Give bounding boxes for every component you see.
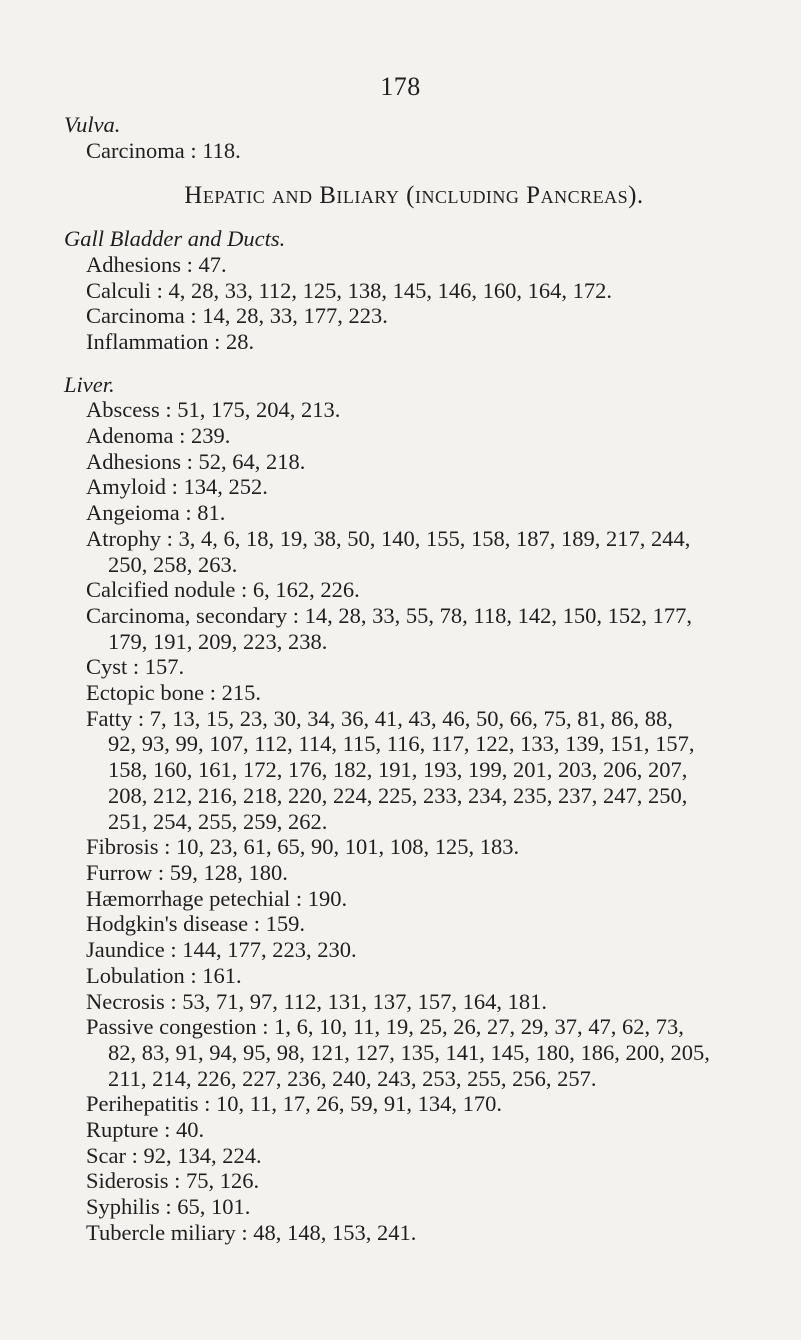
main-heading: Hepatic and Biliary (including Pancreas). bbox=[184, 182, 644, 210]
index-entry bbox=[64, 500, 764, 526]
index-entry bbox=[64, 278, 764, 304]
index-entry bbox=[64, 303, 764, 329]
index-entry bbox=[64, 397, 764, 423]
index-entry bbox=[64, 474, 764, 500]
index-entry bbox=[64, 911, 764, 937]
index-entry bbox=[64, 329, 764, 355]
entry-text: Adhesions : 47. bbox=[86, 251, 227, 277]
entry-text: Scar : 92, 134, 224. bbox=[86, 1142, 262, 1168]
index-entry bbox=[64, 577, 764, 603]
index-entry bbox=[64, 860, 764, 886]
index-entry bbox=[64, 252, 764, 278]
page-number: 178 bbox=[380, 72, 421, 101]
index-entry bbox=[64, 834, 764, 860]
liver-entries bbox=[64, 397, 764, 1245]
index-entry bbox=[64, 1117, 764, 1143]
entry-text: Lobulation : 161. bbox=[86, 962, 242, 988]
entry-text: Adenoma : 239. bbox=[86, 423, 231, 449]
entry-continuation: 92, 93, 99, 107, 112, 114, 115, 116, 117, 122, 133, 139, 151, 157, bbox=[108, 731, 695, 757]
entry-text: Carcinoma : 118. bbox=[86, 137, 241, 163]
index-entry bbox=[64, 989, 764, 1015]
index-entry bbox=[64, 526, 764, 577]
entry-text: Passive congestion : 1, 6, 10, 11, 19, 25, 26, 27, 29, 37, 47, 62, 73, bbox=[86, 1014, 684, 1040]
entry-text: Hæmorrhage petechial : 190. bbox=[86, 885, 348, 911]
index-entry bbox=[64, 138, 764, 164]
entry-text: Fatty : 7, 13, 15, 23, 30, 34, 36, 41, 43, 46, 50, 66, 75, 81, 86, 88, bbox=[86, 705, 673, 731]
entry-continuation: 82, 83, 91, 94, 95, 98, 121, 127, 135, 141, 145, 180, 186, 200, 205, bbox=[108, 1039, 710, 1065]
index-entry bbox=[64, 1091, 764, 1117]
entry-text: Perihepatitis : 10, 11, 17, 26, 59, 91, 134, 170. bbox=[86, 1091, 503, 1117]
entry-text: Tubercle miliary : 48, 148, 153, 241. bbox=[86, 1219, 417, 1245]
index-entry bbox=[64, 1194, 764, 1220]
entry-text: Siderosis : 75, 126. bbox=[86, 1168, 260, 1194]
index-entry bbox=[64, 1143, 764, 1169]
entry-continuation: 179, 191, 209, 223, 238. bbox=[108, 628, 328, 654]
index-content bbox=[64, 112, 764, 1246]
index-entry bbox=[64, 1220, 764, 1246]
entry-text: Cyst : 157. bbox=[86, 654, 185, 680]
entry-text: Carcinoma, secondary : 14, 28, 33, 55, 78, 118, 142, 150, 152, 177, bbox=[86, 602, 692, 628]
entry-text: Abscess : 51, 175, 204, 213. bbox=[86, 397, 341, 423]
entry-continuation: 158, 160, 161, 172, 176, 182, 191, 193, 199, 201, 203, 206, 207, bbox=[108, 757, 688, 783]
index-entry bbox=[64, 937, 764, 963]
index-entry bbox=[64, 654, 764, 680]
entry-text: Fibrosis : 10, 23, 61, 65, 90, 101, 108, 125, 183. bbox=[86, 834, 520, 860]
entry-continuation: 208, 212, 216, 218, 220, 224, 225, 233, 234, 235, 237, 247, 250, bbox=[108, 782, 688, 808]
entry-text: Rupture : 40. bbox=[86, 1117, 205, 1143]
index-entry bbox=[64, 1014, 764, 1091]
entry-text: Jaundice : 144, 177, 223, 230. bbox=[86, 937, 357, 963]
vulva-entries bbox=[64, 138, 764, 164]
entry-text: Atrophy : 3, 4, 6, 18, 19, 38, 50, 140, 155, 158, 187, 189, 217, 244, bbox=[86, 525, 691, 551]
entry-text: Hodgkin's disease : 159. bbox=[86, 911, 306, 937]
entry-text: Angeioma : 81. bbox=[86, 500, 226, 526]
index-entry bbox=[64, 706, 764, 835]
entry-text: Carcinoma : 14, 28, 33, 177, 223. bbox=[86, 303, 388, 329]
entry-continuation: 211, 214, 226, 227, 236, 240, 243, 253, 255, 256, 257. bbox=[108, 1065, 597, 1091]
entry-continuation: 251, 254, 255, 259, 262. bbox=[108, 808, 328, 834]
index-entry bbox=[64, 423, 764, 449]
entry-continuation: 250, 258, 263. bbox=[108, 551, 238, 577]
liver-title: Liver. bbox=[64, 371, 115, 397]
entry-text: Adhesions : 52, 64, 218. bbox=[86, 448, 306, 474]
entry-text: Furrow : 59, 128, 180. bbox=[86, 859, 288, 885]
entry-text: Calculi : 4, 28, 33, 112, 125, 138, 145, 146, 160, 164, 172. bbox=[86, 277, 613, 303]
gall-bladder-title: Gall Bladder and Ducts. bbox=[64, 226, 286, 252]
entry-text: Necrosis : 53, 71, 97, 112, 131, 137, 157, 164, 181. bbox=[86, 988, 548, 1014]
entry-text: Amyloid : 134, 252. bbox=[86, 474, 268, 500]
entry-text: Inflammation : 28. bbox=[86, 328, 255, 354]
entry-text: Calcified nodule : 6, 162, 226. bbox=[86, 577, 360, 603]
index-entry bbox=[64, 963, 764, 989]
vulva-title: Vulva. bbox=[64, 112, 121, 137]
index-entry bbox=[64, 449, 764, 475]
index-entry bbox=[64, 680, 764, 706]
entry-text: Ectopic bone : 215. bbox=[86, 680, 261, 706]
gall-bladder-entries bbox=[64, 252, 764, 355]
entry-text: Syphilis : 65, 101. bbox=[86, 1194, 251, 1220]
index-entry bbox=[64, 886, 764, 912]
index-entry bbox=[64, 603, 764, 654]
index-entry bbox=[64, 1168, 764, 1194]
